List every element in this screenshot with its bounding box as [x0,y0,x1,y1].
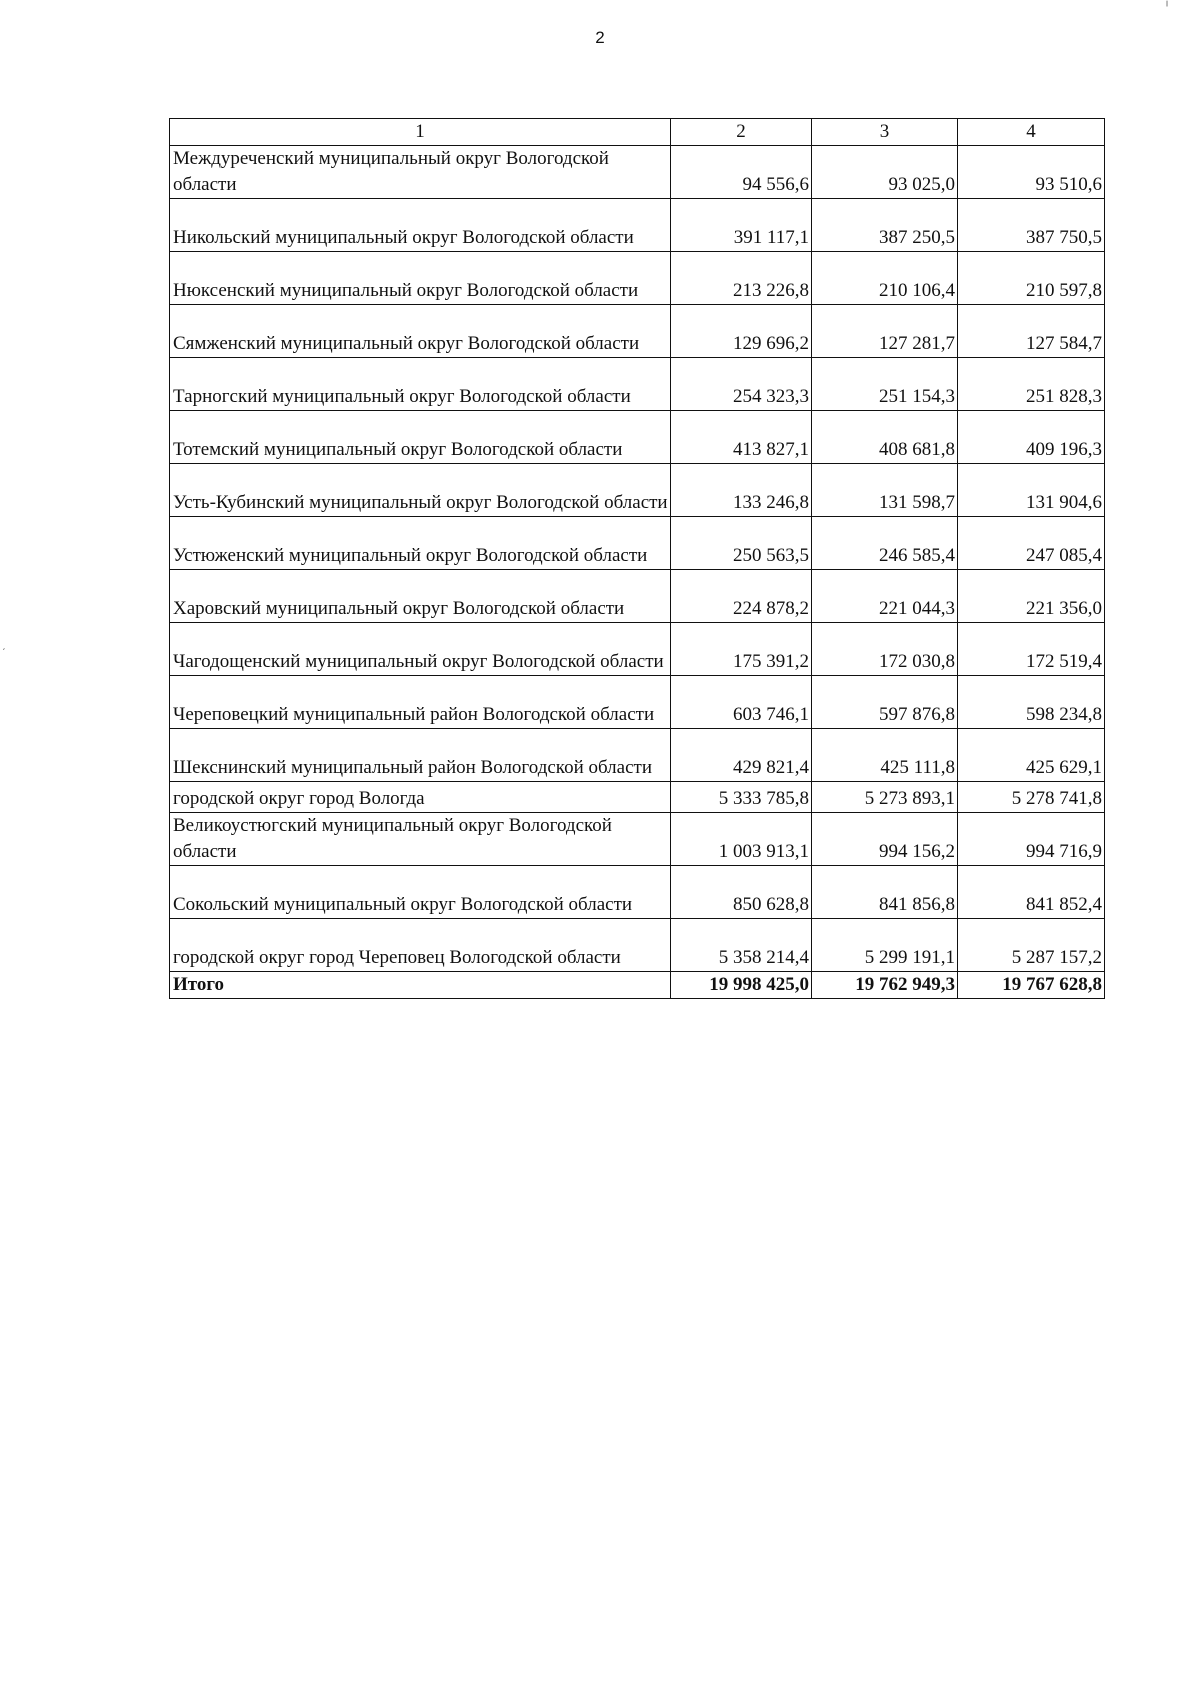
header-cell-2: 2 [671,119,812,146]
value-cell-col3: 221 044,3 [812,570,958,623]
value-cell-col3: 387 250,5 [812,199,958,252]
budget-table [169,118,1105,999]
table-row [170,570,1105,623]
value-cell-col2: 94 556,6 [671,146,812,199]
district-name-cell: Череповецкий муниципальный район Вологодской области [170,676,671,729]
district-name-cell: Тарногский муниципальный округ Вологодской области [170,358,671,411]
table-row [170,813,1105,866]
value-cell-col3: 408 681,8 [812,411,958,464]
value-cell-col2: 429 821,4 [671,729,812,782]
value-cell-col2: 224 878,2 [671,570,812,623]
value-cell-col4: 598 234,8 [958,676,1105,729]
table-row [170,517,1105,570]
district-name-cell: Никольский муниципальный округ Вологодской области [170,199,671,252]
value-cell-col4: 247 085,4 [958,517,1105,570]
value-cell-col3: 246 585,4 [812,517,958,570]
district-name-cell: городской округ город Вологда [170,782,671,813]
value-cell-col3: 841 856,8 [812,866,958,919]
value-cell-col4: 221 356,0 [958,570,1105,623]
value-cell-col4: 127 584,7 [958,305,1105,358]
district-name-cell: Сокольский муниципальный округ Вологодской области [170,866,671,919]
district-name-cell: Харовский муниципальный округ Вологодской области [170,570,671,623]
page-number: 2 [595,28,605,47]
scan-edge-mark: ╷ [1163,0,1170,7]
value-cell-col2: 213 226,8 [671,252,812,305]
value-cell-col4: 994 716,9 [958,813,1105,866]
value-cell-col2: 254 323,3 [671,358,812,411]
value-cell-col3: 994 156,2 [812,813,958,866]
district-name-cell: Чагодощенский муниципальный округ Вологодской области [170,623,671,676]
value-cell-col3: 127 281,7 [812,305,958,358]
total-value-col4: 19 767 628,8 [958,972,1105,999]
table-header-row [170,119,1105,146]
table-row [170,358,1105,411]
value-cell-col2: 133 246,8 [671,464,812,517]
total-row [170,972,1105,999]
total-value-col3: 19 762 949,3 [812,972,958,999]
district-name-cell: городской округ город Череповец Вологодской области [170,919,671,972]
value-cell-col2: 250 563,5 [671,517,812,570]
value-cell-col3: 210 106,4 [812,252,958,305]
value-cell-col4: 93 510,6 [958,146,1105,199]
table-row [170,199,1105,252]
value-cell-col2: 603 746,1 [671,676,812,729]
value-cell-col4: 131 904,6 [958,464,1105,517]
value-cell-col4: 5 287 157,2 [958,919,1105,972]
table-row [170,411,1105,464]
value-cell-col4: 425 629,1 [958,729,1105,782]
header-cell-4: 4 [958,119,1105,146]
value-cell-col2: 5 358 214,4 [671,919,812,972]
district-name-cell: Междуреченский муниципальный округ Вологодской области [170,146,671,199]
value-cell-col2: 175 391,2 [671,623,812,676]
value-cell-col3: 93 025,0 [812,146,958,199]
value-cell-col4: 409 196,3 [958,411,1105,464]
district-name-cell: Сямженский муниципальный округ Вологодской области [170,305,671,358]
district-name-cell: Устюженский муниципальный округ Вологодской области [170,517,671,570]
district-name-cell: Тотемский муниципальный округ Вологодской области [170,411,671,464]
value-cell-col2: 850 628,8 [671,866,812,919]
total-value-col2: 19 998 425,0 [671,972,812,999]
value-cell-col3: 251 154,3 [812,358,958,411]
value-cell-col3: 5 273 893,1 [812,782,958,813]
district-name-cell: Великоустюгский муниципальный округ Вологодской области [170,813,671,866]
table-row [170,729,1105,782]
table-row [170,252,1105,305]
value-cell-col3: 131 598,7 [812,464,958,517]
district-name-cell: Нюксенский муниципальный округ Вологодской области [170,252,671,305]
value-cell-col2: 413 827,1 [671,411,812,464]
table-row [170,919,1105,972]
value-cell-col3: 425 111,8 [812,729,958,782]
table-row [170,305,1105,358]
total-label-cell: Итого [170,972,671,999]
value-cell-col4: 5 278 741,8 [958,782,1105,813]
value-cell-col4: 251 828,3 [958,358,1105,411]
value-cell-col2: 1 003 913,1 [671,813,812,866]
district-name-cell: Усть-Кубинский муниципальный округ Вологодской области [170,464,671,517]
value-cell-col4: 210 597,8 [958,252,1105,305]
table-row [170,623,1105,676]
table-row [170,782,1105,813]
value-cell-col3: 5 299 191,1 [812,919,958,972]
value-cell-col2: 129 696,2 [671,305,812,358]
value-cell-col2: 5 333 785,8 [671,782,812,813]
table-row [170,866,1105,919]
value-cell-col3: 597 876,8 [812,676,958,729]
value-cell-col4: 387 750,5 [958,199,1105,252]
table-row [170,146,1105,199]
district-name-cell: Шекснинский муниципальный район Вологодской области [170,729,671,782]
value-cell-col4: 841 852,4 [958,866,1105,919]
scan-edge-mark: ˏ [2,640,6,651]
header-cell-1: 1 [170,119,671,146]
header-cell-3: 3 [812,119,958,146]
table-row [170,676,1105,729]
table-row [170,464,1105,517]
value-cell-col4: 172 519,4 [958,623,1105,676]
value-cell-col3: 172 030,8 [812,623,958,676]
value-cell-col2: 391 117,1 [671,199,812,252]
